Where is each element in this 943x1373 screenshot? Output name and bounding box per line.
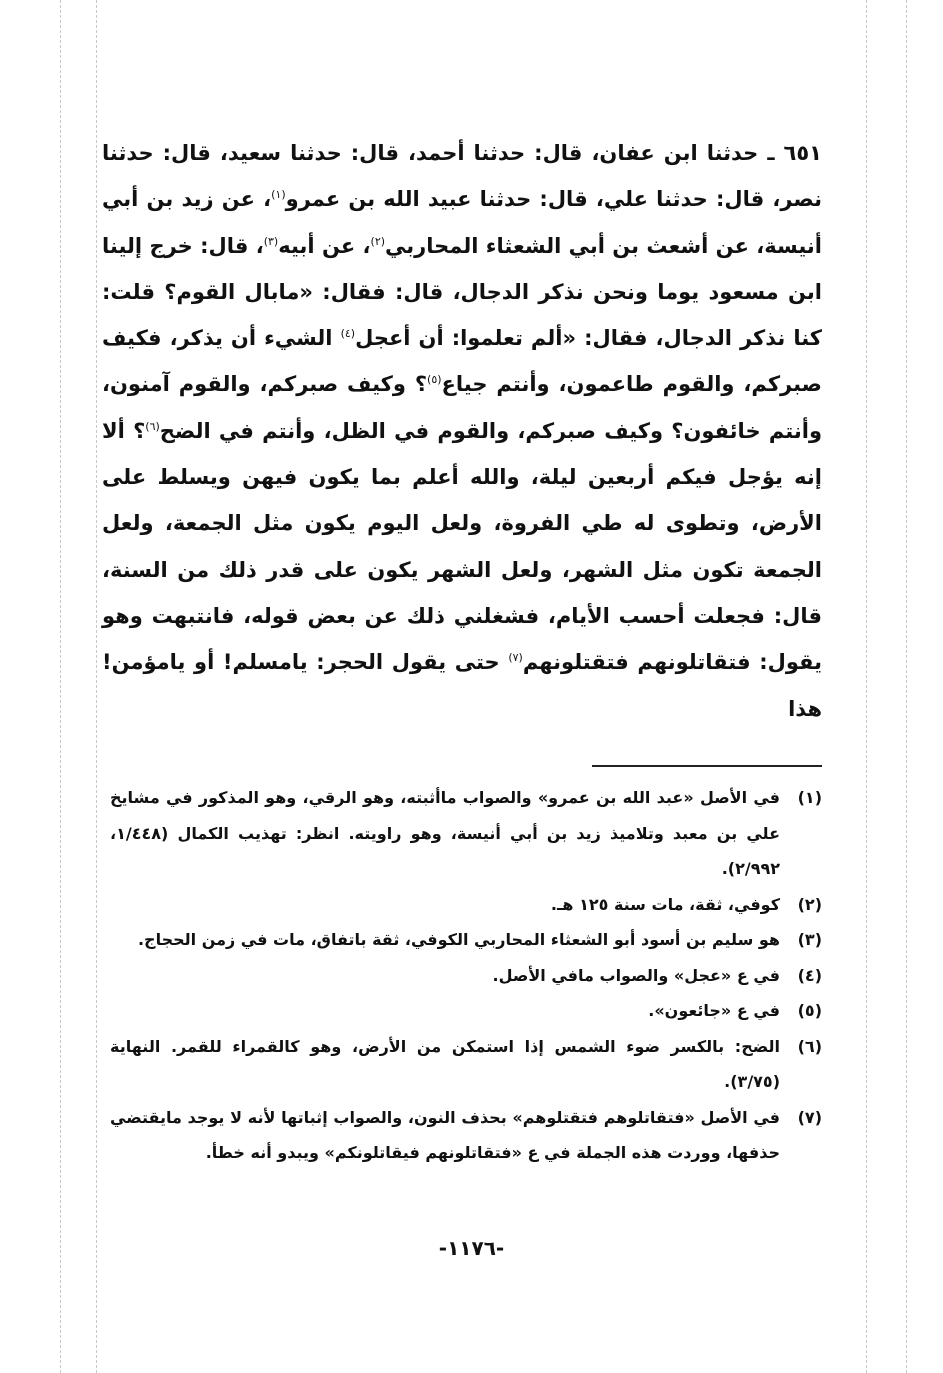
footnote-marker: (٤) (797, 965, 822, 985)
text-segment: ؟ ألا إنه يؤجل فيكم أربعين ليلة، والله أعلم بما يكون فيهن ويسلط على الأرض، وتطوى له طي الفروة، ولعل اليوم يكون مثل الجمعة، ولعل الجمعة تكون مثل الشهر، ولعل الشهر يكون على قدر ذلك من السنة، قال: فجعلت أحسب الأيام، فشغلني ذلك عن بعض قوله، فانتبهت وهو يقول: فتقاتلونهم فتقتلونهم (102, 418, 822, 675)
text-segment: الشيء أن يذكر، فكيف صبركم، والقوم طاعمون، وأنتم جياع (102, 326, 822, 397)
note-reference: (٣) (263, 234, 279, 248)
scan-edge-line-left-inner (96, 0, 97, 1373)
footnote-marker: (٦) (797, 1036, 822, 1056)
text-segment: حتى يقول الحجر: يامسلم! أو يامؤمن! هذا (102, 650, 822, 721)
footnote-text: في الأصل «فتقاتلوهم فتقتلوهم» بحذف النون، والصواب إثباتها لأنه لا يوجد مايقتضي حذفها، ووردت هذه الجملة في ع «فتقاتلونهم فيقاتلونكم» ويبدو أنه خطأ. (110, 1107, 780, 1162)
scan-edge-line-right (866, 0, 867, 1373)
page-number: -١١٧٦- (438, 1236, 505, 1260)
footnote (110, 993, 822, 1029)
note-reference: (٢) (370, 234, 386, 248)
text-segment: ؟ وكيف صبركم، والقوم آمنون، وأنتم خائفون؟ وكيف صبركم، والقوم في الظل، وأنتم في الضح (102, 372, 822, 443)
note-reference: (٤) (340, 327, 356, 341)
text-segment: ، عن زيد بن أبي أنيسة، عن أشعث بن أبي الشعثاء المحاربي (102, 187, 822, 258)
hadith-text (102, 130, 822, 732)
footnote (110, 1100, 822, 1171)
note-reference: (٥) (427, 373, 442, 387)
footnote-separator (592, 765, 822, 767)
footnote-marker: (٣) (797, 930, 822, 949)
footnote (110, 922, 822, 958)
footnotes (110, 780, 822, 1171)
footnote-text: في الأصل «عبد الله بن عمرو» والصواب ماأثبته، وهو الرقي، وهو المذكور في مشايخ علي بن معبد وتلاميذ زيد بن أبي أنيسة، وهو راويته. انظر: تهذيب الكمال (١/٤٤٨، ٢/٩٩٢). (110, 788, 780, 878)
note-reference: (٧) (508, 651, 523, 665)
footnote (110, 780, 822, 887)
note-reference: (٦) (145, 419, 160, 433)
note-reference: (١) (271, 188, 286, 202)
footnote-text: في ع «عجل» والصواب مافي الأصل. (492, 965, 780, 985)
footnote (110, 958, 822, 994)
footnote-text: الضح: بالكسر ضوء الشمس إذا استمكن من الأرض، وهو كالقمراء للقمر. النهاية (٣/٧٥). (110, 1036, 780, 1091)
scan-edge-line-left (60, 0, 61, 1373)
footnote-text: كوفي، ثقة، مات سنة ١٢٥ هـ. (550, 894, 780, 914)
footnote (110, 1029, 822, 1100)
footnote-marker: (٢) (797, 894, 822, 914)
text-segment: ، عن أبيه (278, 233, 371, 258)
hadith-number: ٦٥١ ـ (767, 141, 822, 165)
footnote-marker: (٥) (797, 1001, 822, 1020)
footnote-text: هو سليم بن أسود أبو الشعثاء المحاربي الكوفي، ثقة باتفاق، مات في زمن الحجاج. (137, 930, 780, 949)
scan-edge-line-right-outer (906, 0, 907, 1373)
text-segment: حدثنا ابن عفان، قال: حدثنا أحمد، قال: حدثنا سعيد، قال: حدثنا نصر، قال: حدثنا علي، قال: حدثنا عبيد الله بن عمرو (102, 141, 822, 212)
footnote-marker: (٧) (797, 1107, 822, 1127)
footnote-marker: (١) (797, 788, 822, 807)
text-segment: ، قال: خرج إلينا ابن مسعود يوما ونحن نذكر الدجال، قال: فقال: «مابال القوم؟ قلت: كنا نذكر الدجال، فقال: «ألم تعلموا: أن أعجل (102, 233, 822, 351)
footnote-text: في ع «جائعون». (648, 1001, 780, 1020)
footnote (110, 887, 822, 923)
